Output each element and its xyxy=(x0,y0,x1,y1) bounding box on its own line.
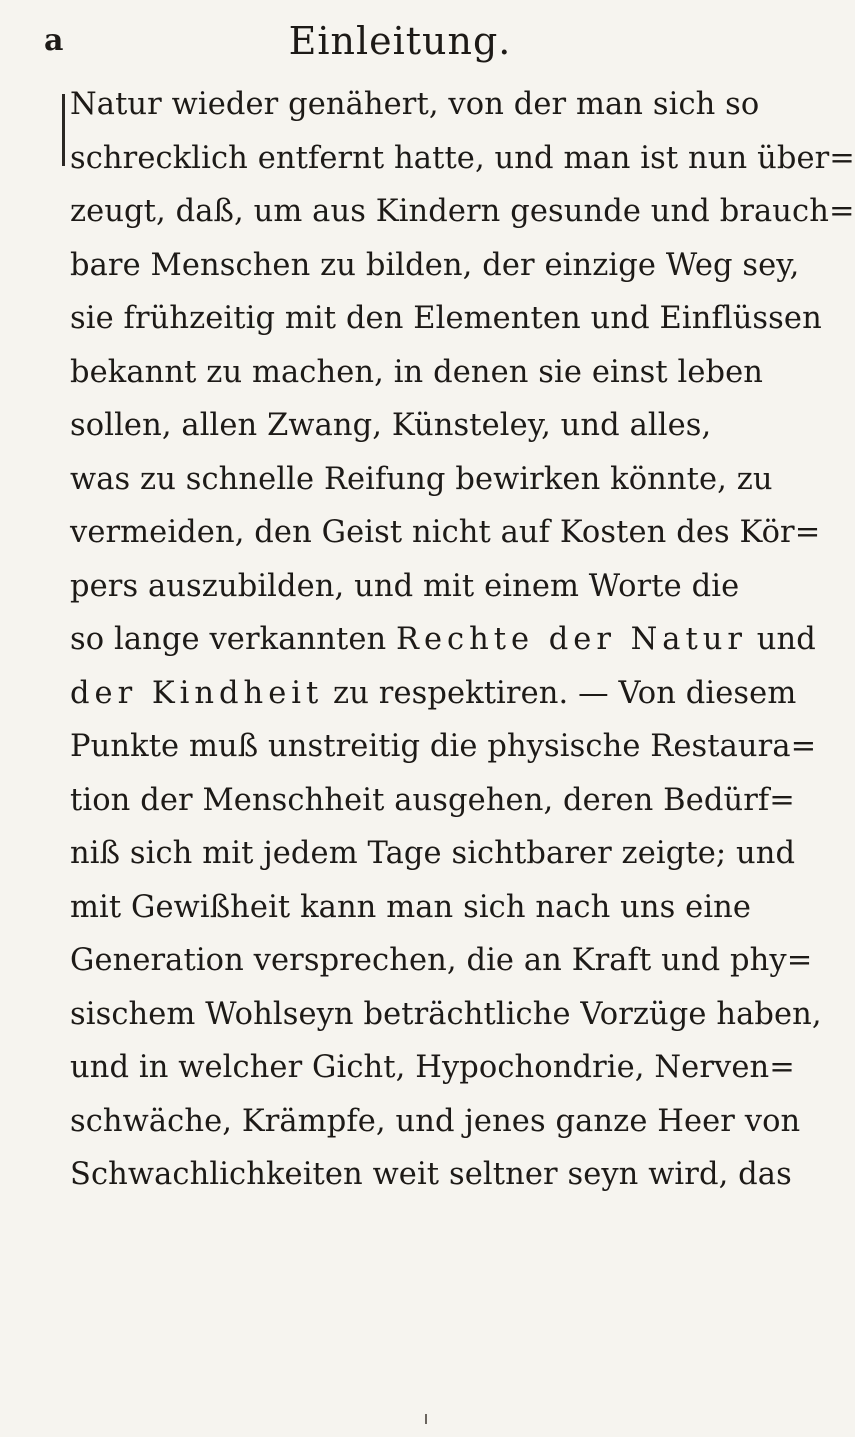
text-fragment: so lange verkannten xyxy=(70,622,397,657)
margin-rule xyxy=(62,94,65,166)
text-line: Natur wieder genähert, von der man sich so xyxy=(70,87,760,122)
ink-speck xyxy=(425,1414,427,1424)
text-line: Schwachlichkeiten weit seltner seyn wird, das xyxy=(70,1157,792,1192)
text-line: bare Menschen zu bilden, der einzige Weg sey, xyxy=(70,247,800,283)
text-fragment: und xyxy=(746,622,816,657)
text-line: pers auszubilden, und mit einem Worte die xyxy=(70,568,740,604)
text-line: schwäche, Krämpfe, und jenes ganze Heer von xyxy=(70,1103,801,1139)
page-header xyxy=(0,18,800,78)
emphasis-der-kindheit: der Kindheit xyxy=(70,675,324,711)
text-line: was zu schnelle Reifung bewirken könnte, zu xyxy=(70,461,773,497)
text-fragment: zu respektiren. — Von diesem xyxy=(323,675,797,711)
text-line: mit Gewißheit kann man sich nach uns eine xyxy=(70,889,752,925)
text-line: niß sich mit jedem Tage sichtbarer zeigte; und xyxy=(70,836,796,871)
text-line-spaced-1 xyxy=(70,613,816,667)
text-line: zeugt, daß, um aus Kindern gesunde und brauch= xyxy=(70,194,855,229)
running-title: Einleitung. xyxy=(288,19,512,63)
body-text xyxy=(70,78,855,1202)
text-line: schrecklich entfernt hatte, und man ist nun über= xyxy=(70,140,855,176)
text-line: Punkte muß unstreitig die physische Restaura= xyxy=(70,729,817,764)
text-line: tion der Menschheit ausgehen, deren Bedürf= xyxy=(70,782,795,818)
text-line: sischem Wohlseyn beträchtliche Vorzüge haben, xyxy=(70,996,822,1032)
text-line: Generation versprechen, die an Kraft und phy= xyxy=(70,943,813,978)
text-line: sollen, allen Zwang, Künsteley, und alles, xyxy=(70,408,712,443)
text-line: bekannt zu machen, in denen sie einst leben xyxy=(70,354,764,390)
text-line-spaced-2 xyxy=(70,667,797,721)
page-signature: a xyxy=(44,23,64,58)
text-line: sie frühzeitig mit den Elementen und Einflüssen xyxy=(70,301,822,336)
emphasis-rechte-der-natur: Rechte der Natur xyxy=(396,622,747,657)
text-line: vermeiden, den Geist nicht auf Kosten des Kör= xyxy=(70,515,821,550)
text-line: und in welcher Gicht, Hypochondrie, Nerven= xyxy=(70,1050,795,1085)
